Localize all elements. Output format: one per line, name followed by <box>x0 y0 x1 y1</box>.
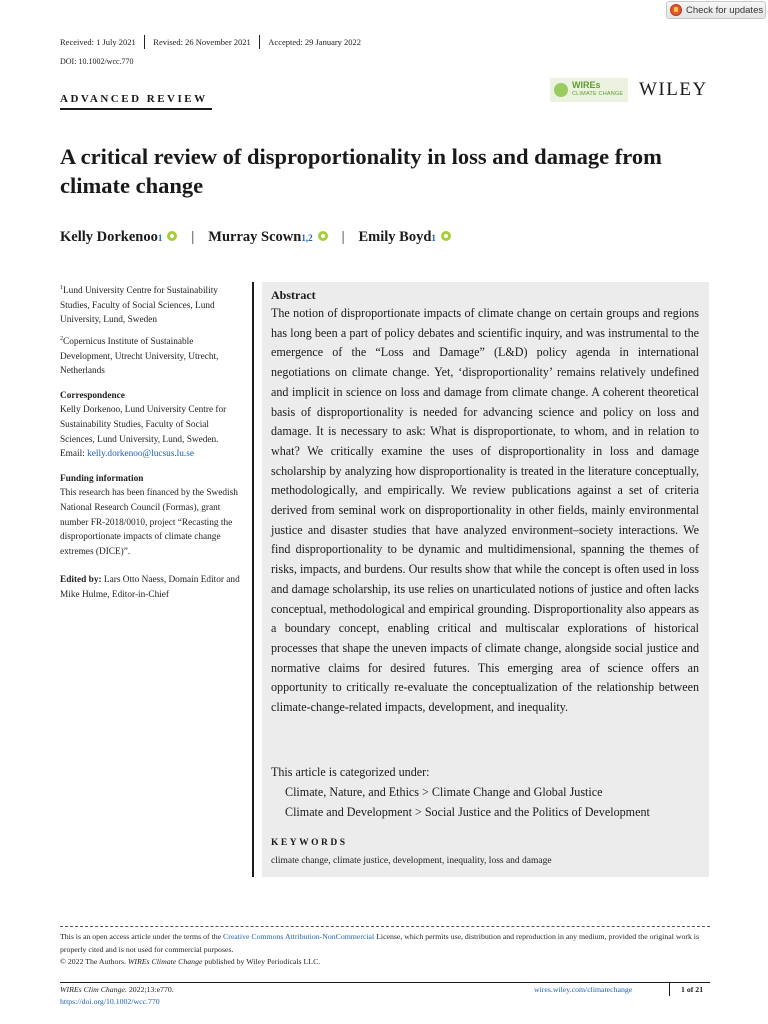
footer-divider <box>60 926 710 927</box>
author-affiliation-ref[interactable]: 1,2 <box>301 233 313 243</box>
abstract-heading: Abstract <box>271 288 316 302</box>
logo-text-wires: WIREs <box>572 80 601 90</box>
affiliation: $^2$Copernicus Institute of Sustainable Development, Utrecht University, Utrecht, Netherlands <box>60 335 219 377</box>
doi: DOI: 10.1002/wcc.770 <box>60 57 134 66</box>
abstract-text: The notion of disproportionate impacts of climate change on certain groups and regions has long been a part of policy debates and scientific inquiry, and was instrumental to the emergence of the “Loss and Damage” (L&D) policy agenda in international negotiations on climate change. Yet, ‘disproportionality’ remains relatively undefined and implicit in science on loss and damage from climate change. A coherent theoretical basis of disproportionality is needed for advancing science and policy on loss and damage. It is necessary to ask: What is disproportionate, to whom, and in relation to what? We critically examine the uses of disproportionality in loss and damage scholarship by analyzing how disproportionality is treated in the literature conceptually, methodologically, and empirically. We review publications against a set of criteria derived from seminal work on disproportionality in other fields, mainly environmental justice and disaster studies that have analyzed environment–society interactions. We find disproportionality to be dynamic and multidimensional, spanning the themes of risks, impacts, and burdens. Our results show that while the concept is often used in loss and damage scholarship, its use relies on unarticulated notions of justice and often lacks conceptual, methodological and empirical grounding. Disproportionality also appears as a boundary concept, enabling critical and multiscalar explorations of historical processes that shape the uneven impacts of climate change, alongside social justice and normative claims for desired futures. This emerging area of science offers an opportunity to critically re-evaluate the conceptualization of the relationship between climate-change-related impacts, development, and inequality. <box>271 306 699 715</box>
logo-text-climate-change: CLIMATE CHANGE <box>572 91 624 97</box>
orcid-icon[interactable] <box>441 231 451 241</box>
wires-logo-icon <box>554 83 568 97</box>
article-dates <box>60 35 361 49</box>
author-separator: | <box>341 229 345 245</box>
article-title: A critical review of disproportionality in loss and damage from climate change <box>60 144 662 198</box>
orcid-icon[interactable] <box>167 231 177 241</box>
divider <box>259 35 261 49</box>
license-text: This is an open access article under the terms of the Creative Commons Attribution-NonCommercial License, which permits use, distribution and reproduction in any medium, provided the original work is properly cited and is not used for commercial purposes. © 2022 The Authors. WIREs Climate Change published by Wiley Periodicals LLC. <box>60 932 699 967</box>
email-link[interactable]: kelly.dorkenoo@lucsus.lu.se <box>87 449 194 460</box>
footer-rule <box>60 982 710 983</box>
revised-date: Revised: 26 November 2021 <box>153 37 251 47</box>
author-list <box>60 229 451 246</box>
keywords: climate change, climate justice, development, inequality, loss and damage <box>271 856 552 866</box>
orcid-icon[interactable] <box>318 231 328 241</box>
correspondence-heading: Correspondence <box>60 390 125 401</box>
footer-separator <box>669 983 670 996</box>
divider <box>144 35 146 49</box>
author-name[interactable]: Murray Scown <box>208 229 302 245</box>
author-name[interactable]: Kelly Dorkenoo <box>60 229 158 245</box>
author-affiliation-ref[interactable]: 1 <box>157 233 163 243</box>
category-link[interactable]: Climate and Development > Social Justice and the Politics of Development <box>285 805 650 819</box>
correspondence-email-line: Email: kelly.dorkenoo@lucsus.lu.se <box>60 449 194 460</box>
section-underline <box>60 108 212 110</box>
check-for-updates-button[interactable] <box>666 1 766 19</box>
received-date: Received: 1 July 2021 <box>60 37 136 47</box>
footer-citation: WIREs Clim Change. 2022;13:e770. <box>60 985 174 994</box>
page-number: 1 of 21 <box>681 985 704 994</box>
author-info-column <box>60 281 245 602</box>
accepted-date: Accepted: 29 January 2022 <box>268 37 362 47</box>
check-for-updates-label: Check for updates <box>686 4 764 16</box>
correspondence-text: Kelly Dorkenoo, Lund University Centre for Sustainability Studies, Faculty of Social Sciences, Lund University, Lund, Sweden. <box>60 405 227 445</box>
crossmark-icon <box>670 4 682 16</box>
funding-heading: Funding information <box>60 473 144 484</box>
funding-text: This research has been financed by the Swedish National Research Council (Formas), grant number FR-2018/0010, project “Recasting the disproportionate impacts of climate change extremes (DICE)”. <box>60 488 238 557</box>
column-divider <box>252 282 254 877</box>
author-affiliation-ref[interactable]: 1 <box>431 233 436 243</box>
keywords-heading: KEYWORDS <box>271 838 348 848</box>
affiliation: $^1$Lund University Centre for Sustainability Studies, Faculty of Social Sciences, Lund University, Lund, Sweden <box>60 285 218 326</box>
author-name[interactable]: Emily Boyd <box>358 229 432 245</box>
section-label: ADVANCED REVIEW <box>60 93 208 105</box>
license-link[interactable]: Creative Commons Attribution-NonCommercial <box>223 932 375 941</box>
categorized-heading: This article is categorized under: <box>271 765 430 779</box>
wires-climate-change-logo <box>550 78 628 102</box>
category-link[interactable]: Climate, Nature, and Ethics > Climate Change and Global Justice <box>285 785 603 799</box>
author-separator: | <box>191 229 195 245</box>
journal-site-link[interactable]: wires.wiley.com/climatechange <box>534 985 633 994</box>
wiley-logo: WILEY <box>639 79 708 100</box>
edited-by: Edited by: Lars Otto Naess, Domain Editor and Mike Hulme, Editor-in-Chief <box>60 575 240 600</box>
footer-doi-link[interactable]: https://doi.org/10.1002/wcc.770 <box>60 997 160 1006</box>
